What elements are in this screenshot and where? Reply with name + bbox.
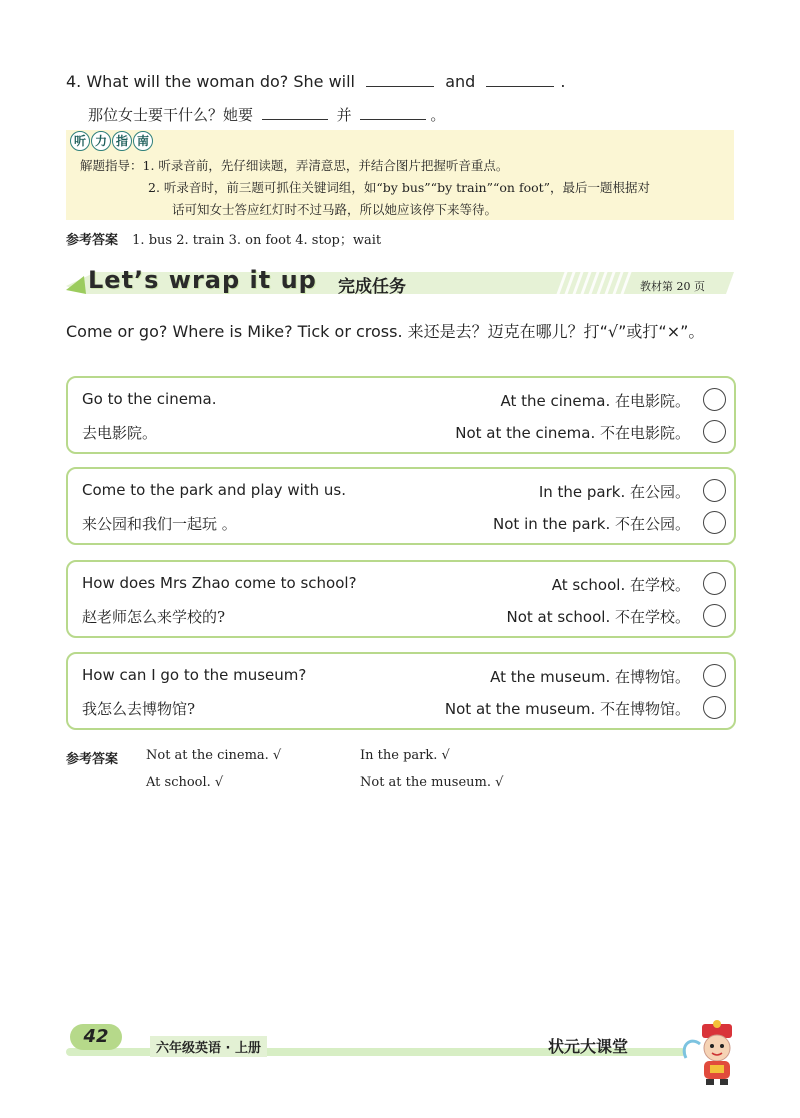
option-2-circle[interactable] <box>703 420 726 443</box>
answer-item: In the park. √ <box>360 748 450 763</box>
q4-en-and: and <box>445 72 476 91</box>
option-1-circle[interactable] <box>703 388 726 411</box>
option-2-circle[interactable] <box>703 604 726 627</box>
mascot-icon <box>680 1018 750 1088</box>
tips-line-3: 话可知女士答应红灯时不过马路，所以她应该停下来等待。 <box>172 202 498 217</box>
card-option-2: Not at school. 不在学校。 <box>506 608 690 626</box>
tips-heading-char: 听 <box>70 131 90 151</box>
q4-cn-and: 并 <box>336 106 352 124</box>
card-sentence-en: Come to the park and play with us. <box>82 481 347 499</box>
q4-cn-blank-2 <box>360 107 426 120</box>
tips-line-1: 解题指导：1. 听录音前，先仔细读题，弄清意思，并结合图片把握听音重点。 <box>80 158 509 173</box>
card-sentence-en: Go to the cinema. <box>82 390 217 408</box>
q4-cn-blank-1 <box>262 107 328 120</box>
option-2-circle[interactable] <box>703 511 726 534</box>
exercise-card <box>66 560 736 638</box>
exercise-card <box>66 376 736 454</box>
reference-answers-2 <box>66 748 504 790</box>
answers-label: 参考答案 <box>66 233 119 248</box>
answer-item: Not at the museum. √ <box>360 775 504 790</box>
tips-heading-char: 力 <box>91 131 111 151</box>
card-option-2: Not at the museum. 不在博物馆。 <box>444 700 690 718</box>
card-sentence-en: How does Mrs Zhao come to school? <box>82 574 357 592</box>
q4-en-end: . <box>560 72 566 91</box>
card-option-1: In the park. 在公园。 <box>538 483 690 501</box>
question-4-chinese <box>88 104 445 125</box>
answers-text: 1. bus 2. train 3. on foot 4. stop；wait <box>132 233 382 248</box>
book-grade-label: 六年级英语 · 上册 <box>150 1036 267 1057</box>
q4-blank-1[interactable] <box>366 72 434 87</box>
option-1-circle[interactable] <box>703 572 726 595</box>
exercise-card <box>66 467 736 545</box>
answer-item: At school. √ <box>146 775 224 790</box>
section-title: Let’s wrap it up <box>88 266 317 294</box>
reference-answers-1 <box>66 229 381 248</box>
q4-cn-end: 。 <box>430 106 446 124</box>
answers-label: 参考答案 <box>66 752 119 767</box>
tips-line-2: 2. 听录音时，前三题可抓住关键词组，如“by bus”“by train”“on foot”，最后一题根据对 <box>148 180 651 195</box>
textbook-page-ref: 教材第 20 页 <box>640 280 705 293</box>
card-option-1: At school. 在学校。 <box>551 576 690 594</box>
publisher-brand: 状元大课堂 <box>548 1037 629 1056</box>
question-4-english <box>66 72 565 91</box>
q4-en-start: 4. What will the woman do? She will <box>66 72 355 91</box>
option-1-circle[interactable] <box>703 664 726 687</box>
q4-blank-2[interactable] <box>486 72 554 87</box>
page-number: 42 <box>70 1024 122 1050</box>
q4-cn-start: 那位女士要干什么？她要 <box>88 106 254 124</box>
card-option-1: At the cinema. 在电影院。 <box>500 392 690 410</box>
card-option-1: At the museum. 在博物馆。 <box>490 668 690 686</box>
card-sentence-cn: 去电影院。 <box>82 424 158 442</box>
card-sentence-en: How can I go to the museum? <box>82 666 307 684</box>
listening-tips-heading <box>70 131 153 151</box>
section-subtitle: 完成任务 <box>338 277 406 297</box>
tips-heading-char: 南 <box>133 131 153 151</box>
tips-heading-char: 指 <box>112 131 132 151</box>
card-option-2: Not at the cinema. 不在电影院。 <box>455 424 690 442</box>
card-sentence-cn: 我怎么去博物馆? <box>82 700 196 718</box>
card-sentence-cn: 来公园和我们一起玩 。 <box>82 515 237 533</box>
card-sentence-cn: 赵老师怎么来学校的? <box>82 608 226 626</box>
exercise-card <box>66 652 736 730</box>
answer-item: Not at the cinema. √ <box>146 748 282 763</box>
option-2-circle[interactable] <box>703 696 726 719</box>
card-option-2: Not in the park. 不在公园。 <box>493 515 690 533</box>
exercise-instruction: Come or go? Where is Mike? Tick or cross. 来还是去？迈克在哪儿？打“√”或打“×”。 <box>66 322 705 341</box>
option-1-circle[interactable] <box>703 479 726 502</box>
